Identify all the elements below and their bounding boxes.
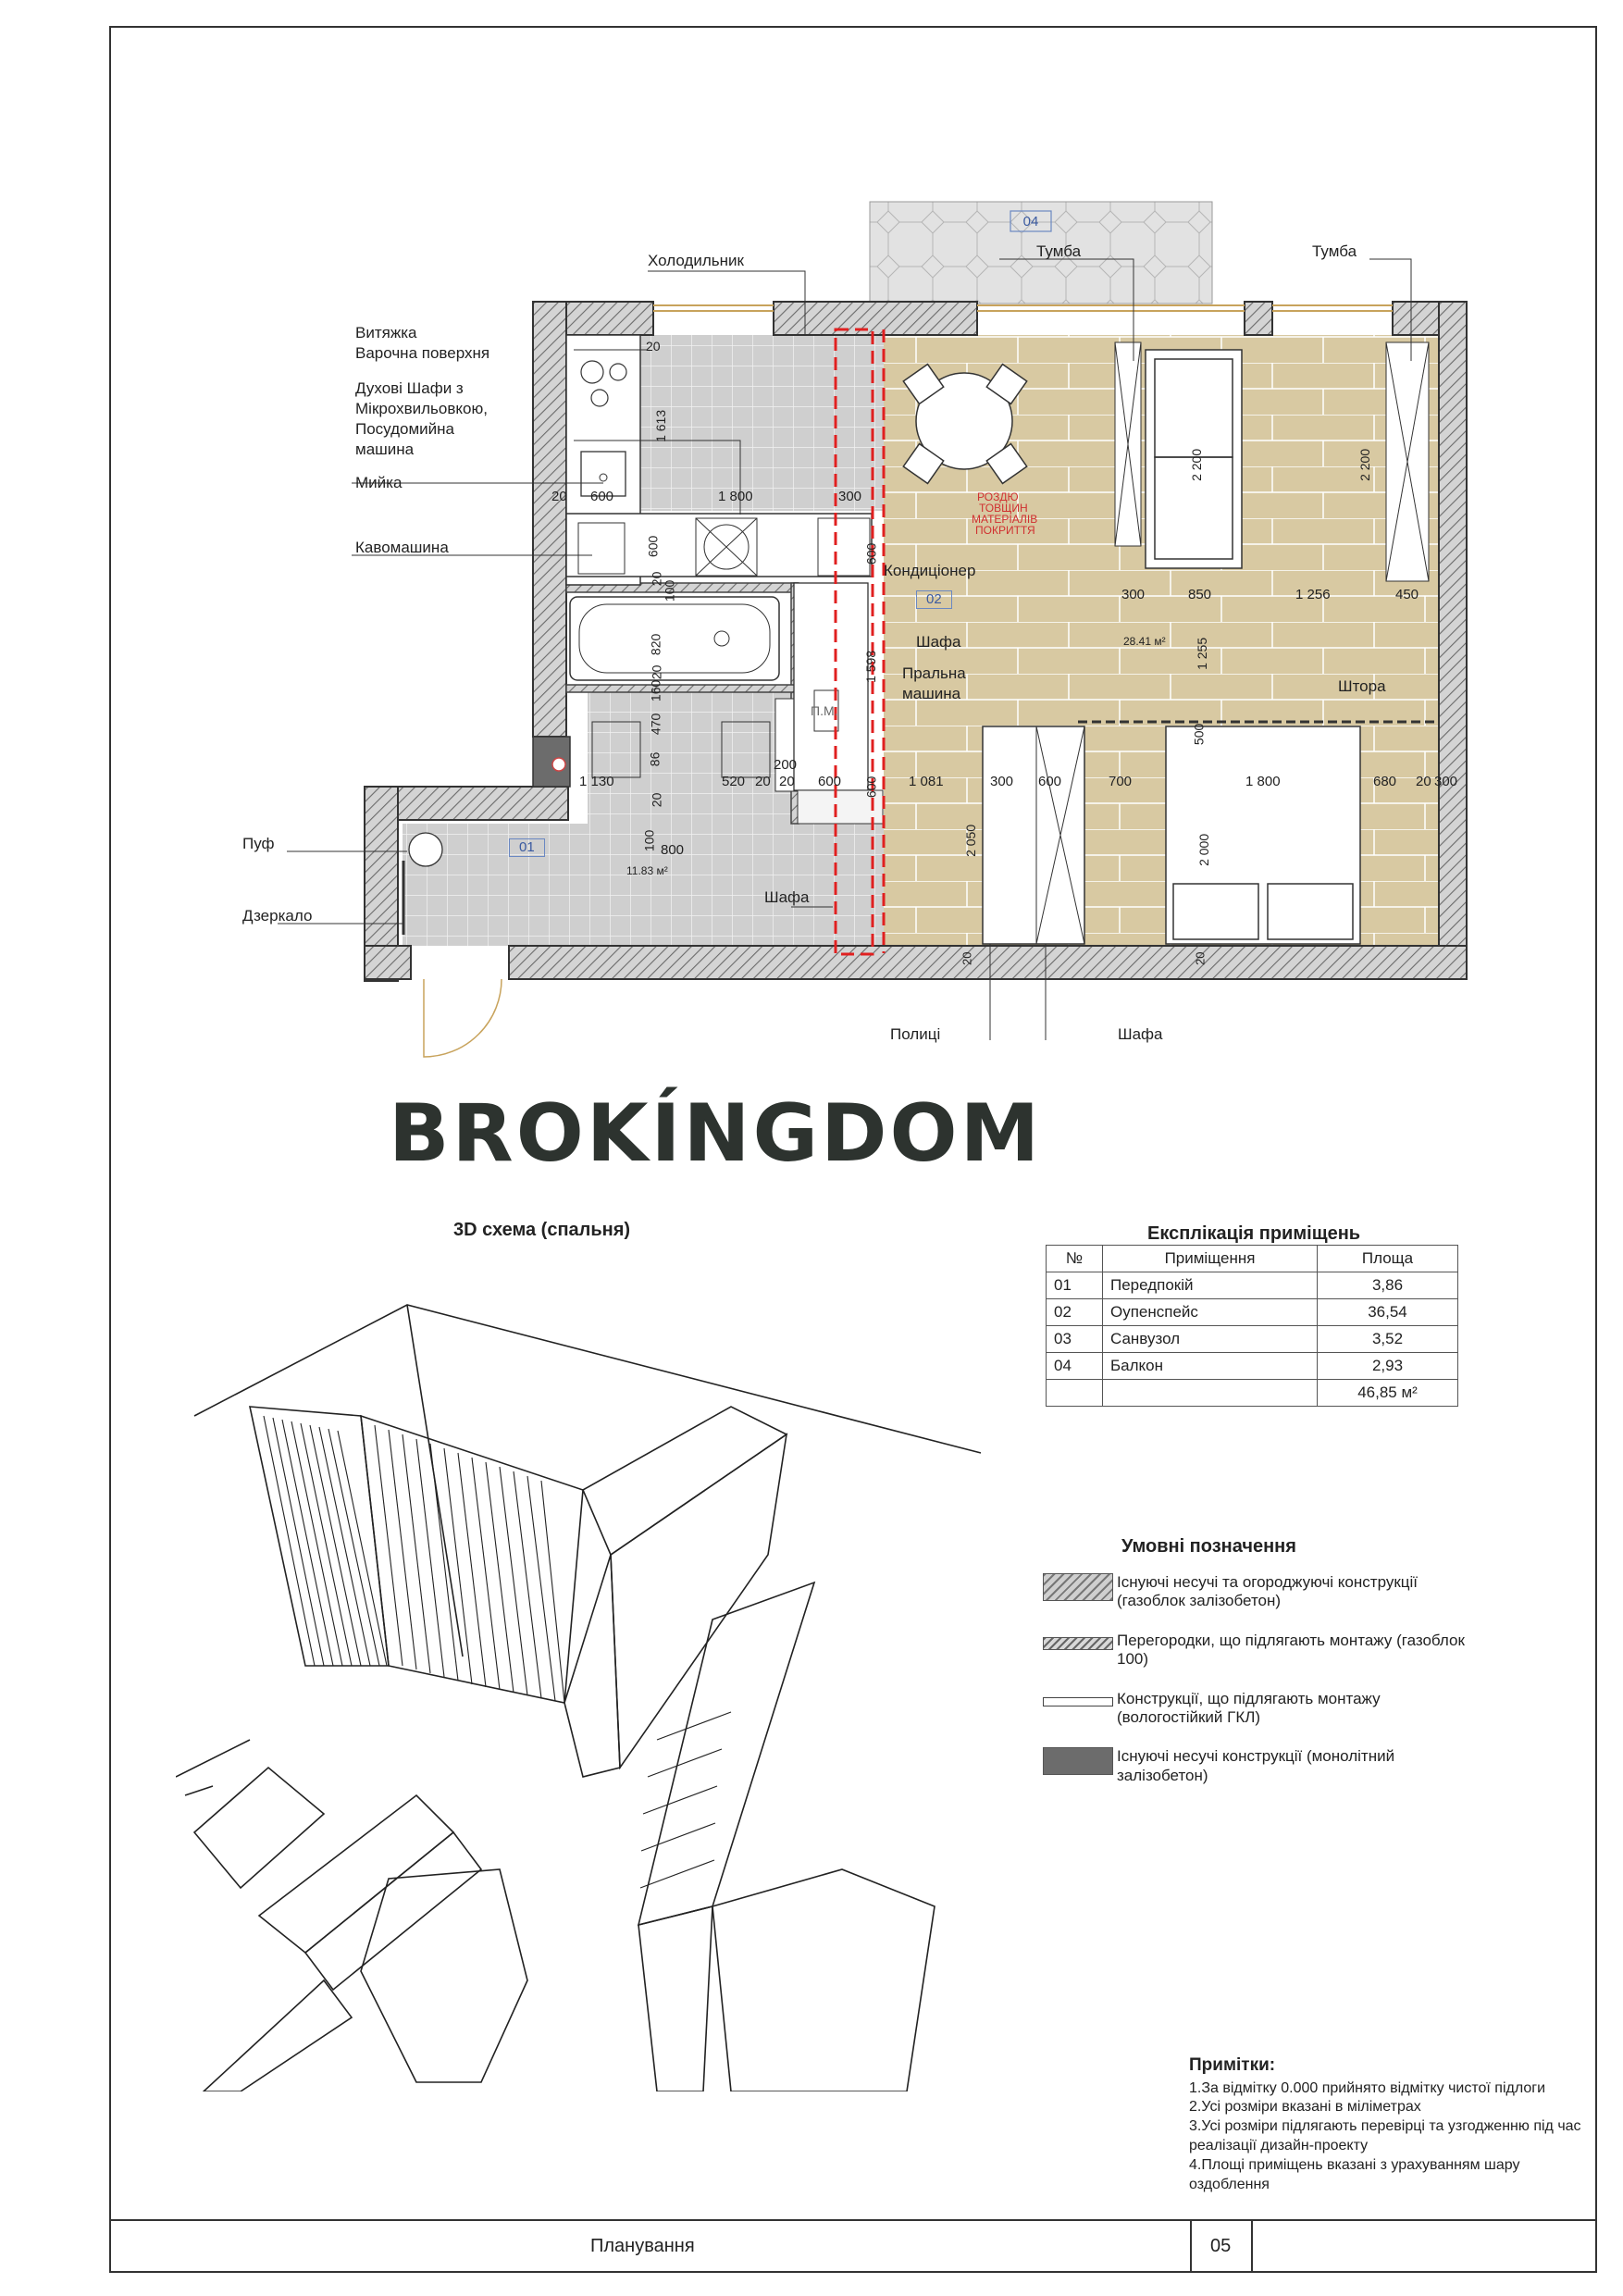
cell-number: 01	[1047, 1272, 1103, 1299]
dim-20e: 20	[649, 792, 664, 808]
notes-title: Примітки:	[1189, 2055, 1276, 2075]
dim-600d: 600	[863, 776, 879, 799]
ovens-label-2: Мікрохвильовкою,	[355, 400, 488, 417]
cell-number	[1047, 1380, 1103, 1407]
explication-title: Експлікація приміщень	[1147, 1223, 1361, 1244]
page-number: 05	[1210, 2236, 1232, 2256]
legend-item	[1043, 1632, 1487, 1669]
dishwasher-label-2: машина	[355, 441, 415, 458]
dim-20j: 20	[1193, 951, 1208, 966]
legend-swatch-partition	[1043, 1637, 1113, 1650]
wardrobe-hall-label: Шафа	[764, 888, 810, 906]
dim-680: 680	[1373, 774, 1397, 789]
notes	[1189, 2054, 1596, 2194]
dim-200: 200	[774, 757, 798, 773]
dim-520: 520	[722, 774, 746, 789]
note-item: 2.Усі розміри вказані в міліметрах	[1189, 2099, 1421, 2116]
dim-600e: 600	[863, 542, 879, 565]
cell-room	[1103, 1380, 1318, 1407]
room-tag-04: 04	[1022, 214, 1039, 230]
cell-room: Санвузол	[1103, 1326, 1318, 1353]
pouf-shape	[409, 833, 442, 866]
legend-swatch-gkl	[1043, 1697, 1113, 1706]
dim-300d: 300	[1434, 774, 1458, 789]
dim-600c: 600	[818, 774, 842, 789]
dim-20: 20	[646, 339, 661, 354]
dim-1800c: 1 800	[1245, 774, 1281, 789]
dim-20h: 20	[1416, 774, 1431, 789]
dim-1256: 1 256	[1295, 587, 1331, 602]
legend-swatch-hatch	[1043, 1573, 1113, 1601]
cell-number: 03	[1047, 1326, 1103, 1353]
legend-item	[1043, 1573, 1487, 1611]
shelves-label: Полиці	[890, 1025, 941, 1043]
dim-20d: 20	[649, 664, 664, 680]
col-number: №	[1047, 1246, 1103, 1272]
cell-area: 36,54	[1318, 1299, 1458, 1326]
dim-20f: 20	[755, 774, 771, 789]
room-area-02: 28.41 м²	[1123, 635, 1166, 648]
cell-area: 2,93	[1318, 1353, 1458, 1380]
dim-2200b: 2 200	[1357, 448, 1373, 481]
legend-text: Існуючі несучі та огороджуючі конструкції (газоблок залізобетон)	[1117, 1573, 1419, 1610]
dim-1255: 1 255	[1195, 637, 1210, 670]
dim-20i: 20	[960, 951, 974, 966]
bathroom-floor	[588, 685, 791, 824]
fridge-label: Холодильник	[648, 252, 744, 269]
dim-2050: 2 050	[963, 824, 979, 857]
legend-text: Конструкції, що підлягають монтажу (вологостійкий ГКЛ)	[1117, 1689, 1381, 1726]
col-area: Площа	[1318, 1246, 1458, 1272]
ovens-label: Духові Шафи з	[355, 379, 464, 397]
dim-1598: 1 598	[863, 650, 879, 683]
cell-room: Оупенспейс	[1103, 1299, 1318, 1326]
legend-text: Існуючі несучі конструкції (монолітний залізобетон)	[1117, 1747, 1395, 1784]
hood-label: Витяжка	[355, 324, 417, 341]
bed-shape	[1166, 723, 1360, 944]
curtain-label: Штора	[1338, 677, 1386, 695]
explication-table	[1046, 1245, 1458, 1407]
dim-300c: 300	[990, 774, 1014, 789]
dim-500: 500	[1191, 723, 1207, 746]
washer-label-2: машина	[902, 685, 961, 702]
dim-1613: 1 613	[653, 409, 669, 442]
cooktop-label: Варочна поверхня	[355, 344, 490, 362]
cell-area: 3,86	[1318, 1272, 1458, 1299]
wardrobe-kitchen-label: Шафа	[916, 633, 961, 651]
nightstand-right-label: Тумба	[1312, 242, 1357, 260]
entrance-door-swing	[424, 979, 502, 1057]
wardrobe-bottom-label: Шафа	[1118, 1025, 1163, 1043]
red-note-4: ПОКРИТТЯ	[975, 524, 1035, 537]
dishwasher-label: Посудомийна	[355, 420, 455, 438]
mirror-label: Дзеркало	[242, 907, 313, 925]
dim-1130: 1 130	[579, 774, 614, 789]
dim-20g: 20	[779, 774, 795, 789]
dim-20c: 20	[649, 571, 664, 587]
dim-1800: 1 800	[718, 489, 753, 504]
note-item: 1.За відмітку 0.000 прийнято відмітку чистої підлоги	[1189, 2079, 1546, 2096]
cell-room: Передпокій	[1103, 1272, 1318, 1299]
wardrobe-bedroom	[983, 726, 1084, 944]
dim-100b: 100	[641, 829, 657, 852]
room-area-01: 11.83 м²	[626, 864, 668, 877]
red-note-1: РОЗДЮ	[977, 490, 1019, 503]
table-row-total	[1047, 1380, 1458, 1407]
dim-20b: 20	[551, 489, 567, 504]
cell-number: 04	[1047, 1353, 1103, 1380]
dim-450: 450	[1395, 587, 1419, 602]
dim-100: 100	[662, 579, 677, 602]
dim-600b: 600	[645, 535, 661, 558]
dim-600f: 600	[1038, 774, 1062, 789]
dim-300: 300	[838, 489, 862, 504]
cell-room: Балкон	[1103, 1353, 1318, 1380]
coffee-label: Кавомашина	[355, 539, 449, 556]
legend-item	[1043, 1690, 1487, 1728]
legend	[1043, 1573, 1487, 1806]
dim-820: 820	[648, 633, 663, 656]
table-row	[1047, 1272, 1458, 1299]
brand-logo: BROKÍNGDOM	[389, 1087, 1043, 1180]
cell-area: 3,52	[1318, 1326, 1458, 1353]
note-item: 3.Усі розміри підлягають перевірці та узгодженню під час реалізації дизайн-проекту	[1189, 2118, 1581, 2154]
table-row	[1047, 1299, 1458, 1326]
dim-850: 850	[1188, 587, 1212, 602]
bedroom-3d-sketch	[176, 1277, 990, 2091]
title-block	[109, 2219, 1597, 2273]
sheet-title: Планування	[590, 2236, 695, 2256]
dim-800: 800	[661, 842, 685, 858]
dim-2200a: 2 200	[1189, 448, 1205, 481]
legend-text: Перегородки, що підлягають монтажу (газоблок 100)	[1117, 1631, 1465, 1669]
cell-number: 02	[1047, 1299, 1103, 1326]
col-room: Приміщення	[1103, 1246, 1318, 1272]
dim-1081: 1 081	[909, 774, 944, 789]
nightstand-left-label: Тумба	[1036, 242, 1082, 260]
scheme-title: 3D схема (спальня)	[453, 1220, 631, 1240]
red-note-2: ТОВЩИН	[979, 502, 1028, 515]
room-tag-02: 02	[916, 590, 952, 609]
legend-title: Умовні позначення	[1121, 1536, 1296, 1557]
legend-item	[1043, 1747, 1487, 1785]
cell-total-area: 46,85 м²	[1318, 1380, 1458, 1407]
dim-86: 86	[647, 751, 663, 767]
table-row	[1047, 1326, 1458, 1353]
ac-label: Кондиціонер	[884, 562, 976, 579]
dim-300b: 300	[1121, 587, 1146, 602]
floor-plan	[0, 0, 1623, 1092]
dining-set	[903, 365, 1026, 484]
red-note-3: МАТЕРІАЛІВ	[972, 513, 1038, 526]
pm-label: П.М.	[811, 703, 838, 718]
dim-600a: 600	[590, 489, 614, 504]
sink-label: Мийка	[355, 474, 403, 491]
room-tag-01: 01	[509, 838, 545, 857]
legend-swatch-monolith	[1043, 1747, 1113, 1775]
note-item: 4.Площі приміщень вказані з урахуванням шару оздоблення	[1189, 2156, 1520, 2192]
dim-2000: 2 000	[1196, 833, 1212, 866]
table-row	[1047, 1353, 1458, 1380]
bathtub	[570, 597, 779, 680]
dim-160: 160	[648, 679, 663, 702]
dim-700: 700	[1109, 774, 1133, 789]
washer-label: Пральна	[902, 664, 966, 682]
dim-470: 470	[648, 713, 663, 736]
pouf-label: Пуф	[242, 835, 275, 852]
